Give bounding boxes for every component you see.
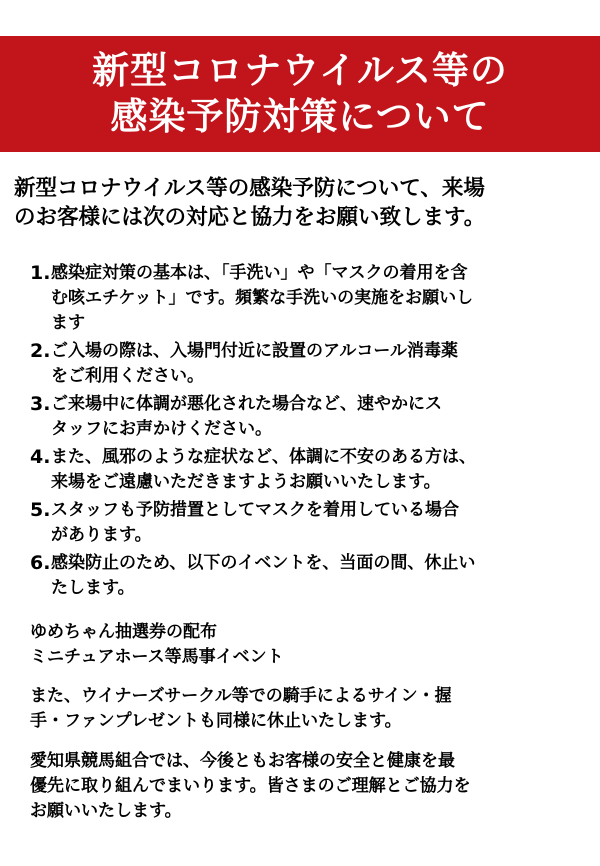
- intro-line-2: のお客様には次の対応と協力をお願い致します。: [14, 205, 486, 230]
- paragraph-line: お願いいたします。: [30, 801, 182, 821]
- notice-line: があります。: [51, 525, 152, 545]
- notice-line: 感染防止のため、以下のイベントを、当面の間、休止い: [51, 553, 476, 573]
- notice-line: ご来場中に体調が悪化された場合など、速やかにス: [51, 394, 442, 414]
- notice-item-3: [30, 392, 590, 442]
- notice-line: 来場をご遠慮いただきますようお願いいたします。: [51, 472, 441, 492]
- intro-text: [14, 174, 594, 232]
- notice-line: ご入場の際は、入場門付近に設置のアルコール消毒薬: [51, 341, 458, 361]
- closing-paragraph: [30, 749, 590, 824]
- suspended-events-list: [30, 620, 590, 670]
- notice-line: また、風邪のような症状など、体調に不安のある方は、: [51, 447, 476, 467]
- notice-line: スタッフも予防措置としてマスクを着用している場合: [51, 500, 459, 520]
- notice-number: 2.: [30, 340, 51, 362]
- notice-number: 3.: [30, 393, 51, 415]
- event-item: ゆめちゃん抽選券の配布: [30, 622, 217, 642]
- notice-item-4: [30, 445, 590, 495]
- notice-item-1: [30, 261, 590, 336]
- notice-line: 感染症対策の基本は、「手洗い」や「マスクの着用を含: [51, 263, 468, 283]
- title-banner: [0, 36, 600, 152]
- paragraph-line: また、ウイナーズサークル等での騎手によるサイン・握: [30, 686, 452, 706]
- intro-line-1: 新型コロナウイルス等の感染予防について、来場: [14, 176, 485, 201]
- notice-list: [30, 261, 590, 604]
- notice-number: 6.: [30, 552, 51, 574]
- event-item: ミニチュアホース等馬事イベント: [30, 647, 284, 667]
- autograph-suspension-paragraph: [30, 684, 590, 734]
- notice-line: をご利用ください。: [51, 366, 204, 386]
- notice-line: ます: [51, 313, 85, 333]
- notice-number: 1.: [30, 262, 51, 284]
- notice-line: む咳エチケット」です。頻繁な手洗いの実施をお願いし: [51, 288, 474, 308]
- notice-item-6: [30, 551, 590, 601]
- title-line-1: 新型コロナウイルス等の: [92, 49, 508, 92]
- paragraph-line: 手・ファンプレゼントも同様に休止いたします。: [30, 711, 402, 731]
- notice-item-5: [30, 498, 590, 548]
- notice-line: タッフにお声かけください。: [51, 419, 272, 439]
- paragraph-line: 愛知県競馬組合では、今後ともお客様の安全と健康を最: [30, 751, 455, 771]
- paragraph-line: 優先に取り組んでまいります。皆さまのご理解とご協力を: [30, 776, 471, 796]
- notice-item-2: [30, 339, 590, 389]
- notice-line: たします。: [51, 578, 135, 598]
- title-line-2: 感染予防対策について: [110, 95, 490, 138]
- notice-number: 4.: [30, 446, 51, 468]
- notice-number: 5.: [30, 499, 51, 521]
